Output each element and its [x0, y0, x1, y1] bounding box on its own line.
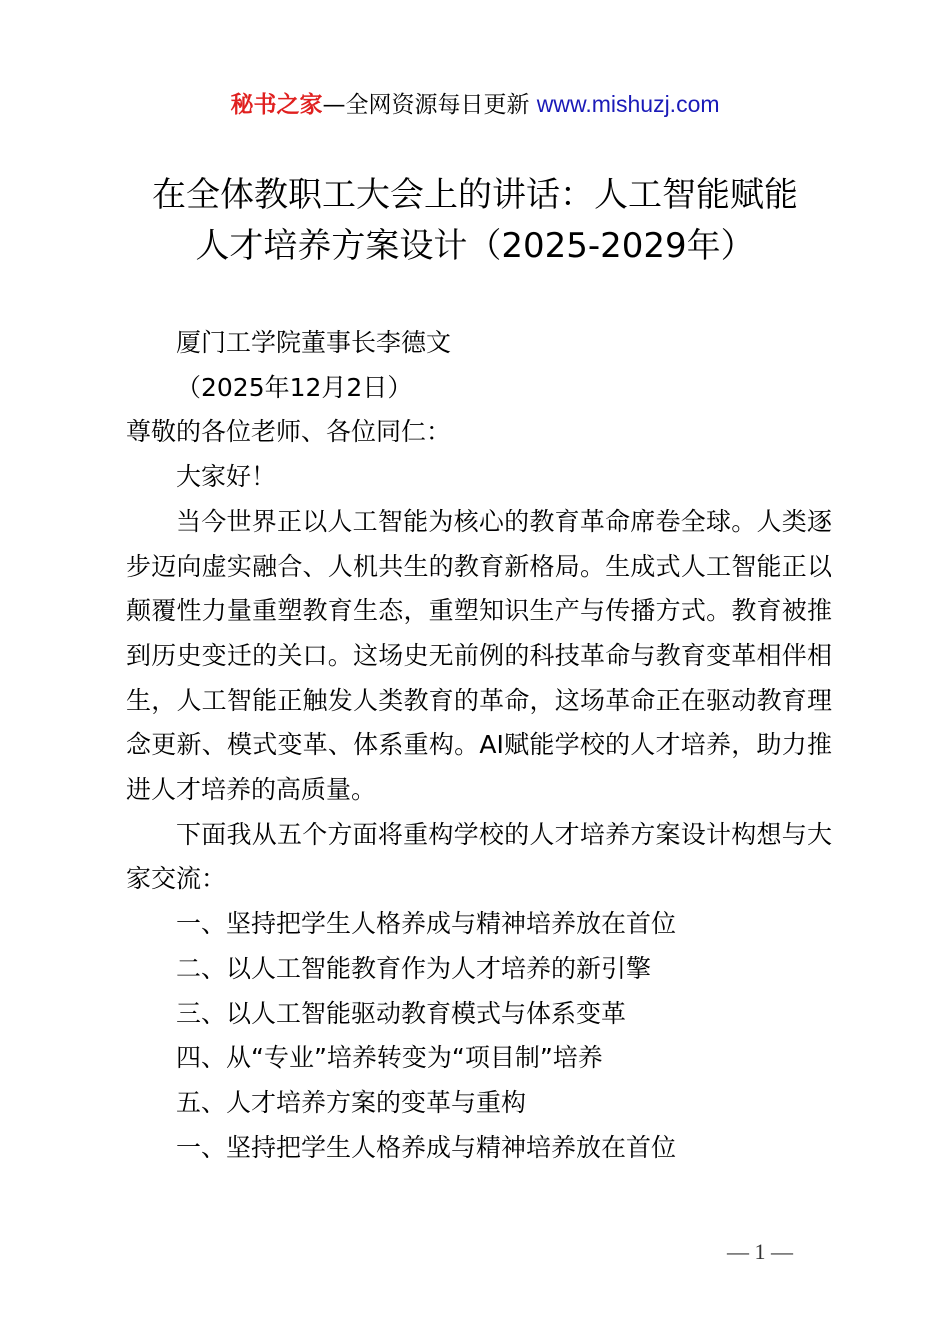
title-line-2: 人才培养方案设计（2025-2029年）: [195, 226, 755, 266]
date-line: （2025年12月2日）: [176, 372, 413, 402]
banner-brand: 秘书之家: [230, 92, 323, 118]
outline-item-5: 五、人才培养方案的变革与重构: [176, 1087, 527, 1117]
site-banner: [0, 88, 950, 121]
outline-item-1: 一、坚持把学生人格养成与精神培养放在首位: [176, 909, 677, 939]
section-heading: 一、坚持把学生人格养成与精神培养放在首位: [176, 1132, 677, 1162]
title-line-1: 在全体教职工大会上的讲话：人工智能赋能: [152, 175, 798, 215]
paragraph-transition: 下面我从五个方面将重构学校的人才培养方案设计构想与大家交流：: [126, 819, 832, 894]
greeting: 大家好！: [176, 462, 277, 492]
page-number: — 1 —: [727, 1239, 793, 1264]
speaker-line: 厦门工学院董事长李德文: [176, 328, 452, 357]
paragraph-intro: 当今世界正以人工智能为核心的教育革命席卷全球。人类逐步迈向虚实融合、人机共生的教育新格局。生成式人工智能正以颠覆性力量重塑教育生态，重塑知识生产与传播方式。教育被推到历史变迁的关口。这场史无前例的科技革命与教育变革相伴相生，人工智能正触发人类教育的革命，这场革命正在驱动教育理念更新、模式变革、体系重构。AI赋能学校的人才培养，助力推进人才培养的高质量。: [126, 506, 832, 805]
document-title: [90, 170, 860, 272]
banner-slogan: —全网资源每日更新: [322, 92, 537, 118]
document-body: [126, 321, 832, 1170]
outline-item-2: 二、以人工智能教育作为人才培养的新引擎: [176, 953, 652, 983]
outline-item-4: 四、从“专业”培养转变为“项目制”培养: [176, 1043, 603, 1073]
banner-url-link[interactable]: www.mishuzj.com: [536, 91, 720, 117]
salutation: 尊敬的各位老师、各位同仁：: [126, 417, 452, 447]
outline-item-3: 三、以人工智能驱动教育模式与体系变革: [176, 998, 627, 1028]
